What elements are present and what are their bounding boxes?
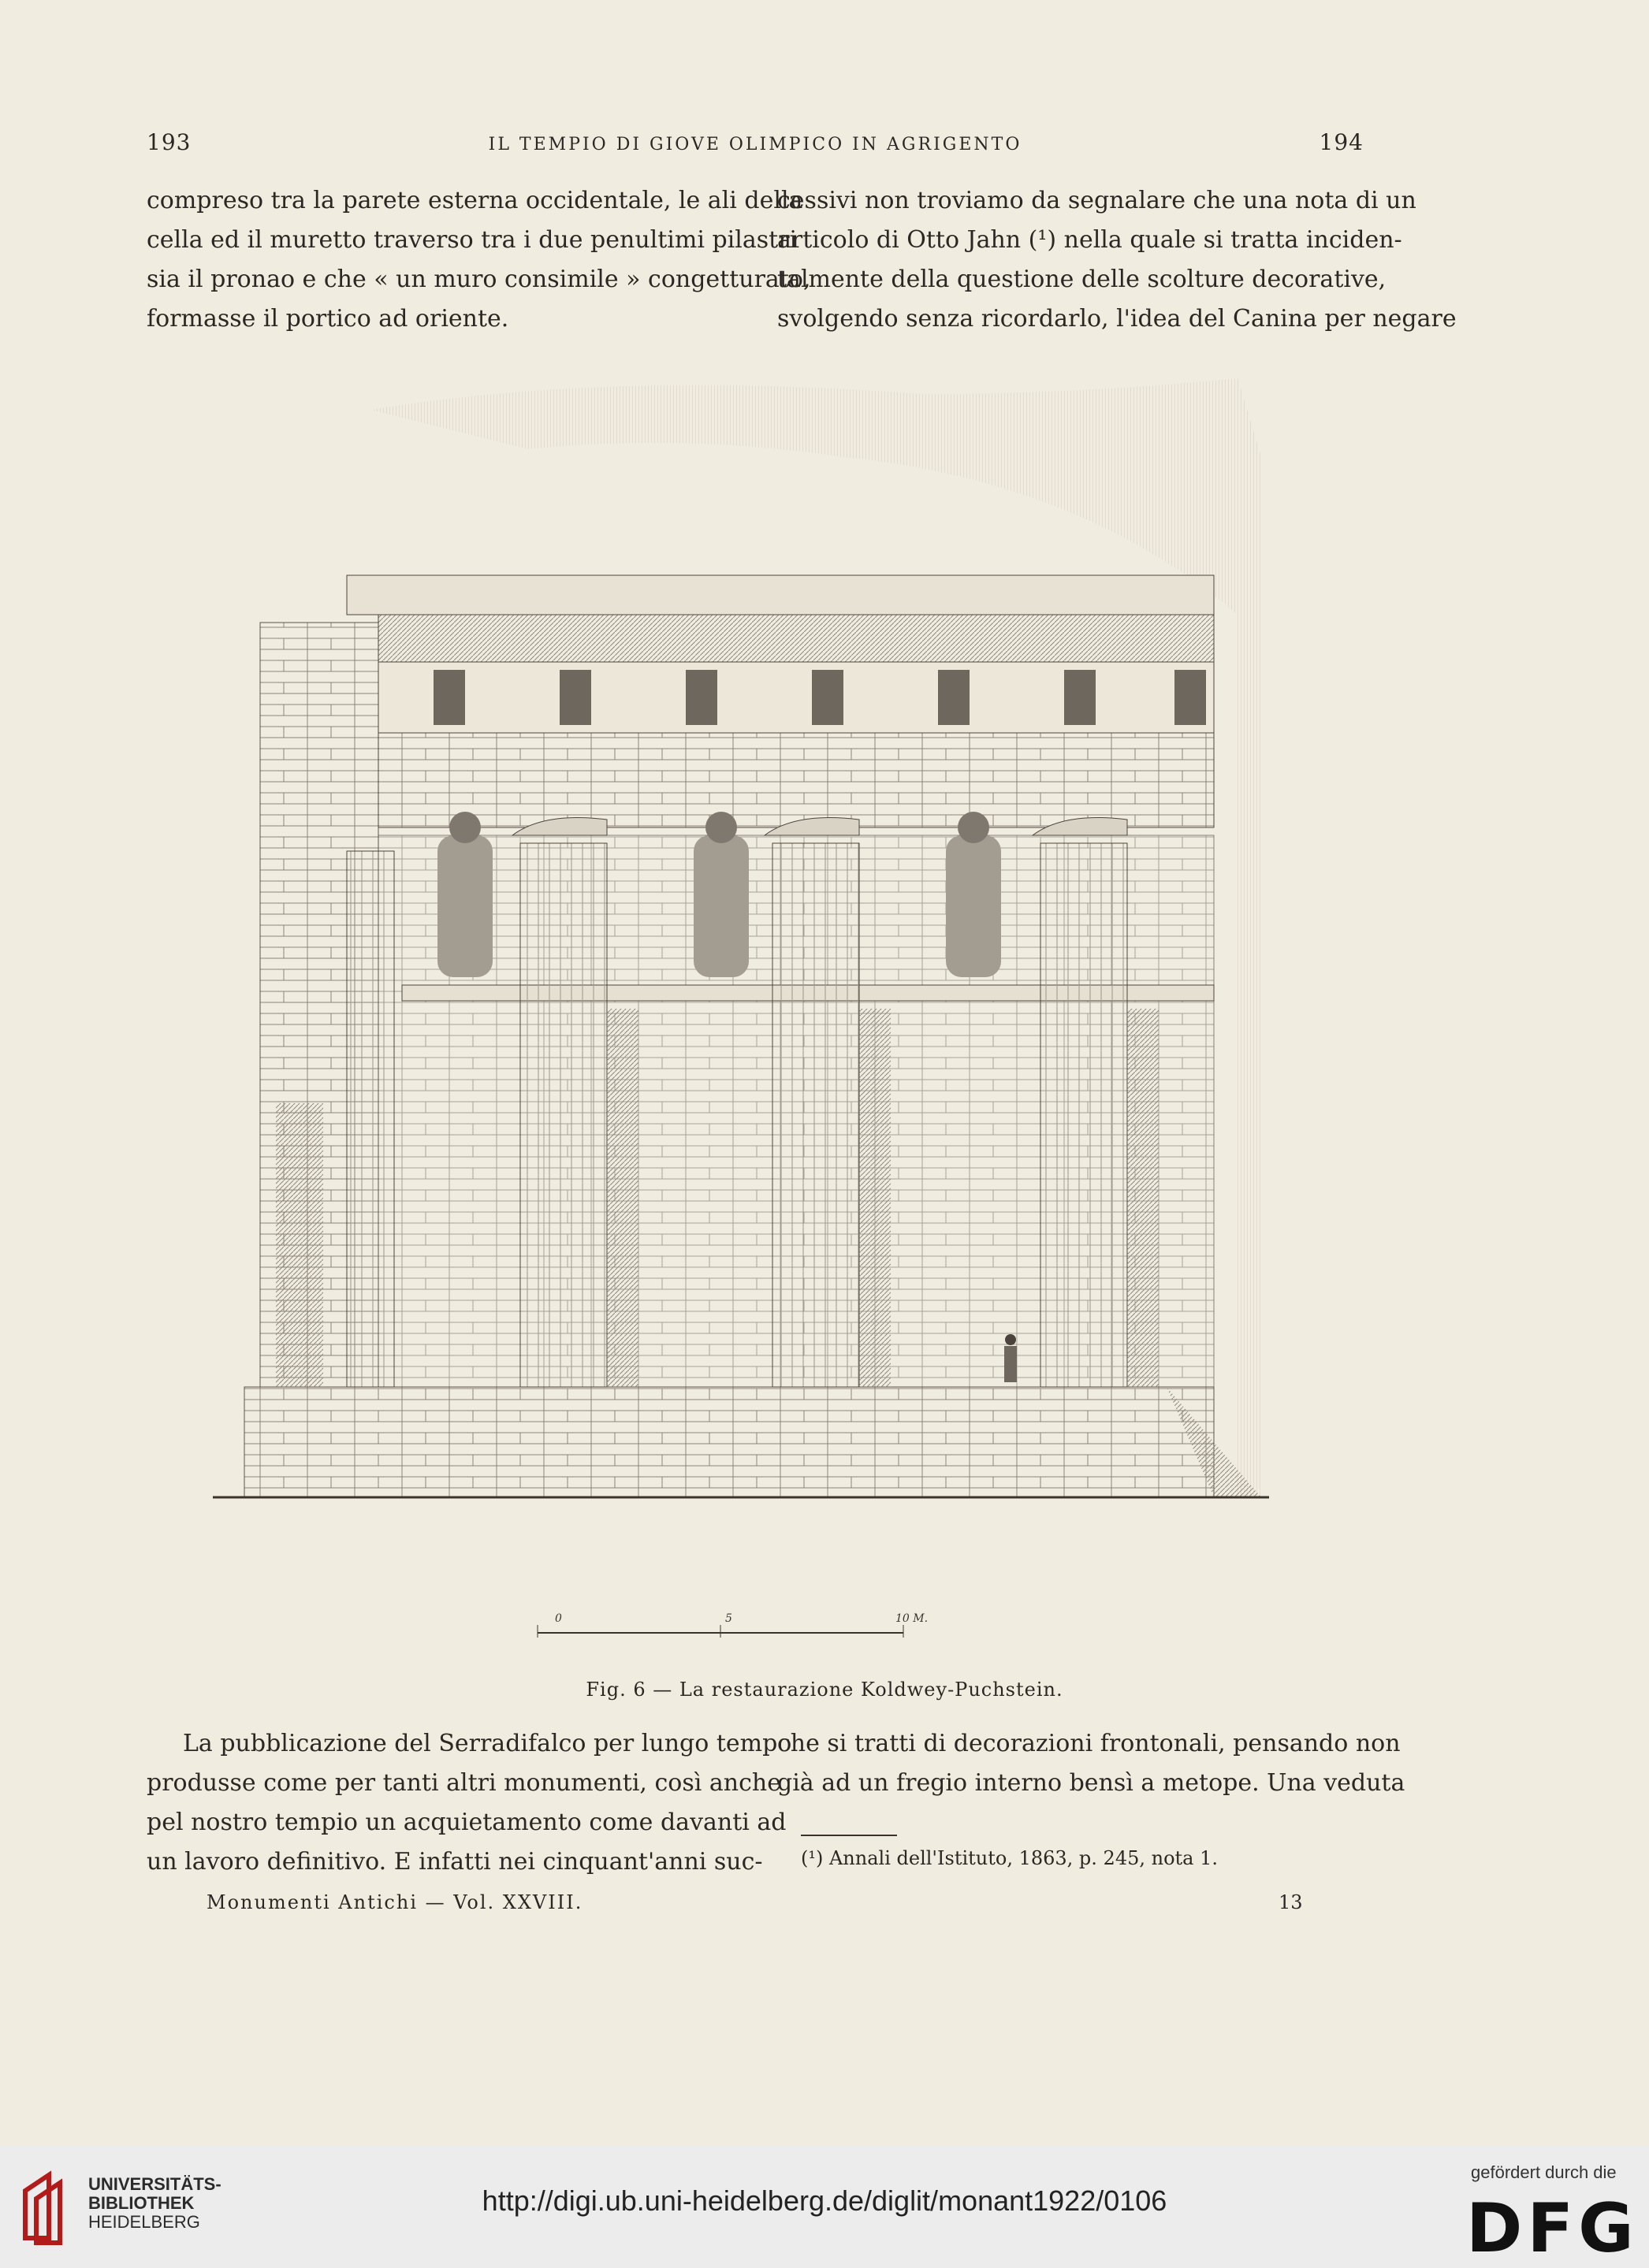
text-column-left-top <box>147 181 811 339</box>
library-name-line: BIBLIOTHEK <box>88 2193 195 2213</box>
entablature <box>347 575 1214 827</box>
running-head <box>147 129 1364 155</box>
text-line: un lavoro definitivo. E infatti nei cinquant'anni suc- <box>147 1848 763 1876</box>
text-line: che si tratti di decorazioni frontonali, pensando non <box>777 1730 1401 1757</box>
page-number-right: 194 <box>1319 129 1364 155</box>
running-title: IL TEMPIO DI GIOVE OLIMPICO IN AGRIGENTO <box>488 135 1022 154</box>
column <box>1033 818 1127 1388</box>
text-line: cessivi non troviamo da segnalare che una nota di un <box>777 187 1416 214</box>
library-name-line: UNIVERSITÄTS- <box>88 2174 221 2194</box>
text-line: sia il pronao e che « un muro consimile » congetturato, <box>147 266 811 293</box>
scale-label: 5 <box>725 1612 732 1625</box>
scale-label: 10 M. <box>895 1612 929 1625</box>
text-column-right-top <box>777 181 1457 339</box>
digitization-banner <box>0 2145 1649 2268</box>
page-number-left: 193 <box>147 129 192 155</box>
text-line: talmente della questione delle scolture decorative, <box>777 266 1387 293</box>
column <box>765 818 859 1388</box>
text-line: La pubblicazione del Serradifalco per lungo tempo <box>183 1730 792 1757</box>
temple-elevation-figure <box>213 363 1269 1655</box>
text-line: formasse il portico ad oriente. <box>147 305 509 333</box>
text-column-right-bottom <box>777 1724 1405 1803</box>
footer-signature: 13 <box>1279 1891 1303 1913</box>
text-line: già ad un fregio interno bensì a metope. Una veduta <box>777 1769 1405 1797</box>
text-line: produsse come per tanti altri monumenti, così anche <box>147 1769 781 1797</box>
permalink-url[interactable]: http://digi.ub.uni-heidelberg.de/diglit/monant1922/0106 <box>482 2184 1167 2217</box>
text-column-left-bottom <box>147 1724 792 1882</box>
stylobate-steps <box>213 1387 1269 1497</box>
sponsor-label: gefördert durch die <box>1471 2162 1617 2182</box>
human-scale-figure <box>1004 1334 1017 1382</box>
text-line: cella ed il muretto traverso tra i due penultimi pilastri <box>147 226 798 254</box>
library-name-line: HEIDELBERG <box>88 2212 200 2232</box>
text-line: articolo di Otto Jahn (¹) nella quale si tratta inciden- <box>777 226 1402 254</box>
text-line: pel nostro tempio un acquietamento come davanti ad <box>147 1809 787 1836</box>
text-line: compreso tra la parete esterna occidentale, le ali della <box>147 187 803 214</box>
footnote: (¹) Annali dell'Istituto, 1863, p. 245, nota 1. <box>801 1847 1219 1869</box>
column <box>347 851 394 1387</box>
scale-label: 0 <box>555 1612 562 1625</box>
footer-volume: Monumenti Antichi — Vol. XXVIII. <box>207 1891 583 1913</box>
footnote-rule <box>801 1835 897 1836</box>
dfg-logo: DFG <box>1466 2189 1639 2268</box>
scale-bar <box>538 1612 928 1638</box>
column <box>512 818 607 1388</box>
figure-caption: Fig. 6 — La restaurazione Koldwey-Puchstein. <box>586 1679 1063 1701</box>
text-line: svolgendo senza ricordarlo, l'idea del Canina per negare <box>777 305 1457 333</box>
